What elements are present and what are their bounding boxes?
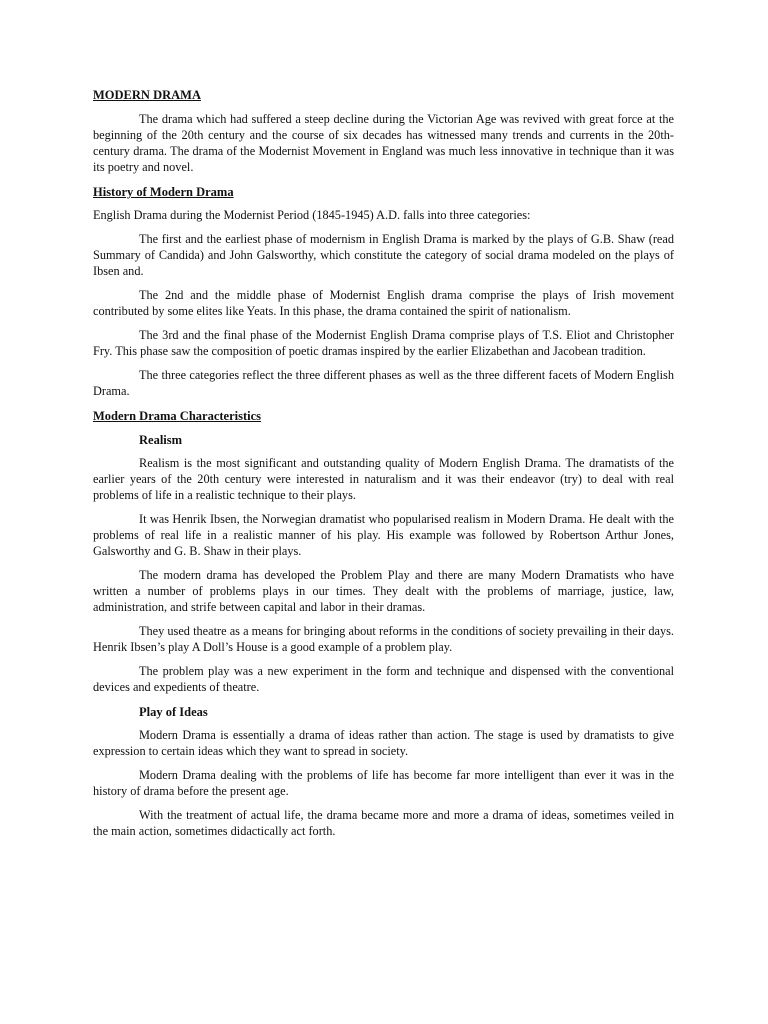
realism-paragraph: It was Henrik Ibsen, the Norwegian dramatist who popularised realism in Modern Drama. He dealt with the problems of real life in a realistic manner of his play. His example was followed by Robertson Arthur Jones, Galsworthy and G. B. Shaw in their plays.	[93, 512, 674, 558]
ideas-paragraph: Modern Drama is essentially a drama of ideas rather than action. The stage is used by dramatists to give expression to certain ideas which they want to spread in society.	[93, 728, 674, 758]
ideas-paragraph: With the treatment of actual life, the drama became more and more a drama of ideas, sometimes veiled in the main action, sometimes didactically act forth.	[93, 808, 674, 838]
document-page	[93, 86, 674, 847]
realism-heading: Realism	[139, 433, 183, 447]
intro-paragraph: The drama which had suffered a steep decline during the Victorian Age was revived with great force at the beginning of the 20th century and the course of six decades has witnessed many trends and currents in the 20th-century drama. The drama of the Modernist Movement in England was much less innovative in technique than it was its poetry and novel.	[93, 112, 674, 174]
characteristics-heading: Modern Drama Characteristics	[93, 409, 262, 423]
history-paragraph: The 2nd and the middle phase of Modernist English drama comprise the plays of Irish movement contributed by some elites like Yeats. In this phase, the drama contained the spirit of nationalism.	[93, 288, 674, 318]
history-paragraph: The first and the earliest phase of modernism in English Drama is marked by the plays of G.B. Shaw (read Summary of Candida) and John Galsworthy, which constitute the category of social drama modeled on the plays of Ibsen and.	[93, 232, 674, 278]
history-heading: History of Modern Drama	[93, 185, 234, 199]
realism-paragraph: They used theatre as a means for bringing about reforms in the conditions of society prevailing in their days. Henrik Ibsen’s play A Doll’s House is a good example of a problem play.	[93, 624, 674, 654]
realism-paragraph: The problem play was a new experiment in the form and technique and dispensed with the conventional devices and expedients of theatre.	[93, 664, 674, 694]
ideas-paragraph: Modern Drama dealing with the problems of life has become far more intelligent than ever it was in the history of drama before the present age.	[93, 768, 674, 798]
history-lead: English Drama during the Modernist Period (1845-1945) A.D. falls into three categories:	[93, 208, 531, 222]
history-paragraph: The three categories reflect the three different phases as well as the three different facets of Modern English Drama.	[93, 368, 674, 398]
realism-paragraph: Realism is the most significant and outstanding quality of Modern English Drama. The dramatists of the earlier years of the 20th century were interested in naturalism and it was their endeavor (try) to deal with real problems of life in a realistic technique to their plays.	[93, 456, 674, 502]
play-of-ideas-heading: Play of Ideas	[139, 705, 208, 719]
realism-paragraph: The modern drama has developed the Problem Play and there are many Modern Dramatists who have written a number of problems plays in our times. They dealt with the problems of marriage, justice, law, administration, and strife between capital and labor in their dramas.	[93, 568, 674, 614]
history-paragraph: The 3rd and the final phase of the Modernist English Drama comprise plays of T.S. Eliot and Christopher Fry. This phase saw the composition of poetic dramas inspired by the earlier Elizabethan and Jacobean tradition.	[93, 328, 674, 358]
document-title: MODERN DRAMA	[93, 88, 201, 102]
